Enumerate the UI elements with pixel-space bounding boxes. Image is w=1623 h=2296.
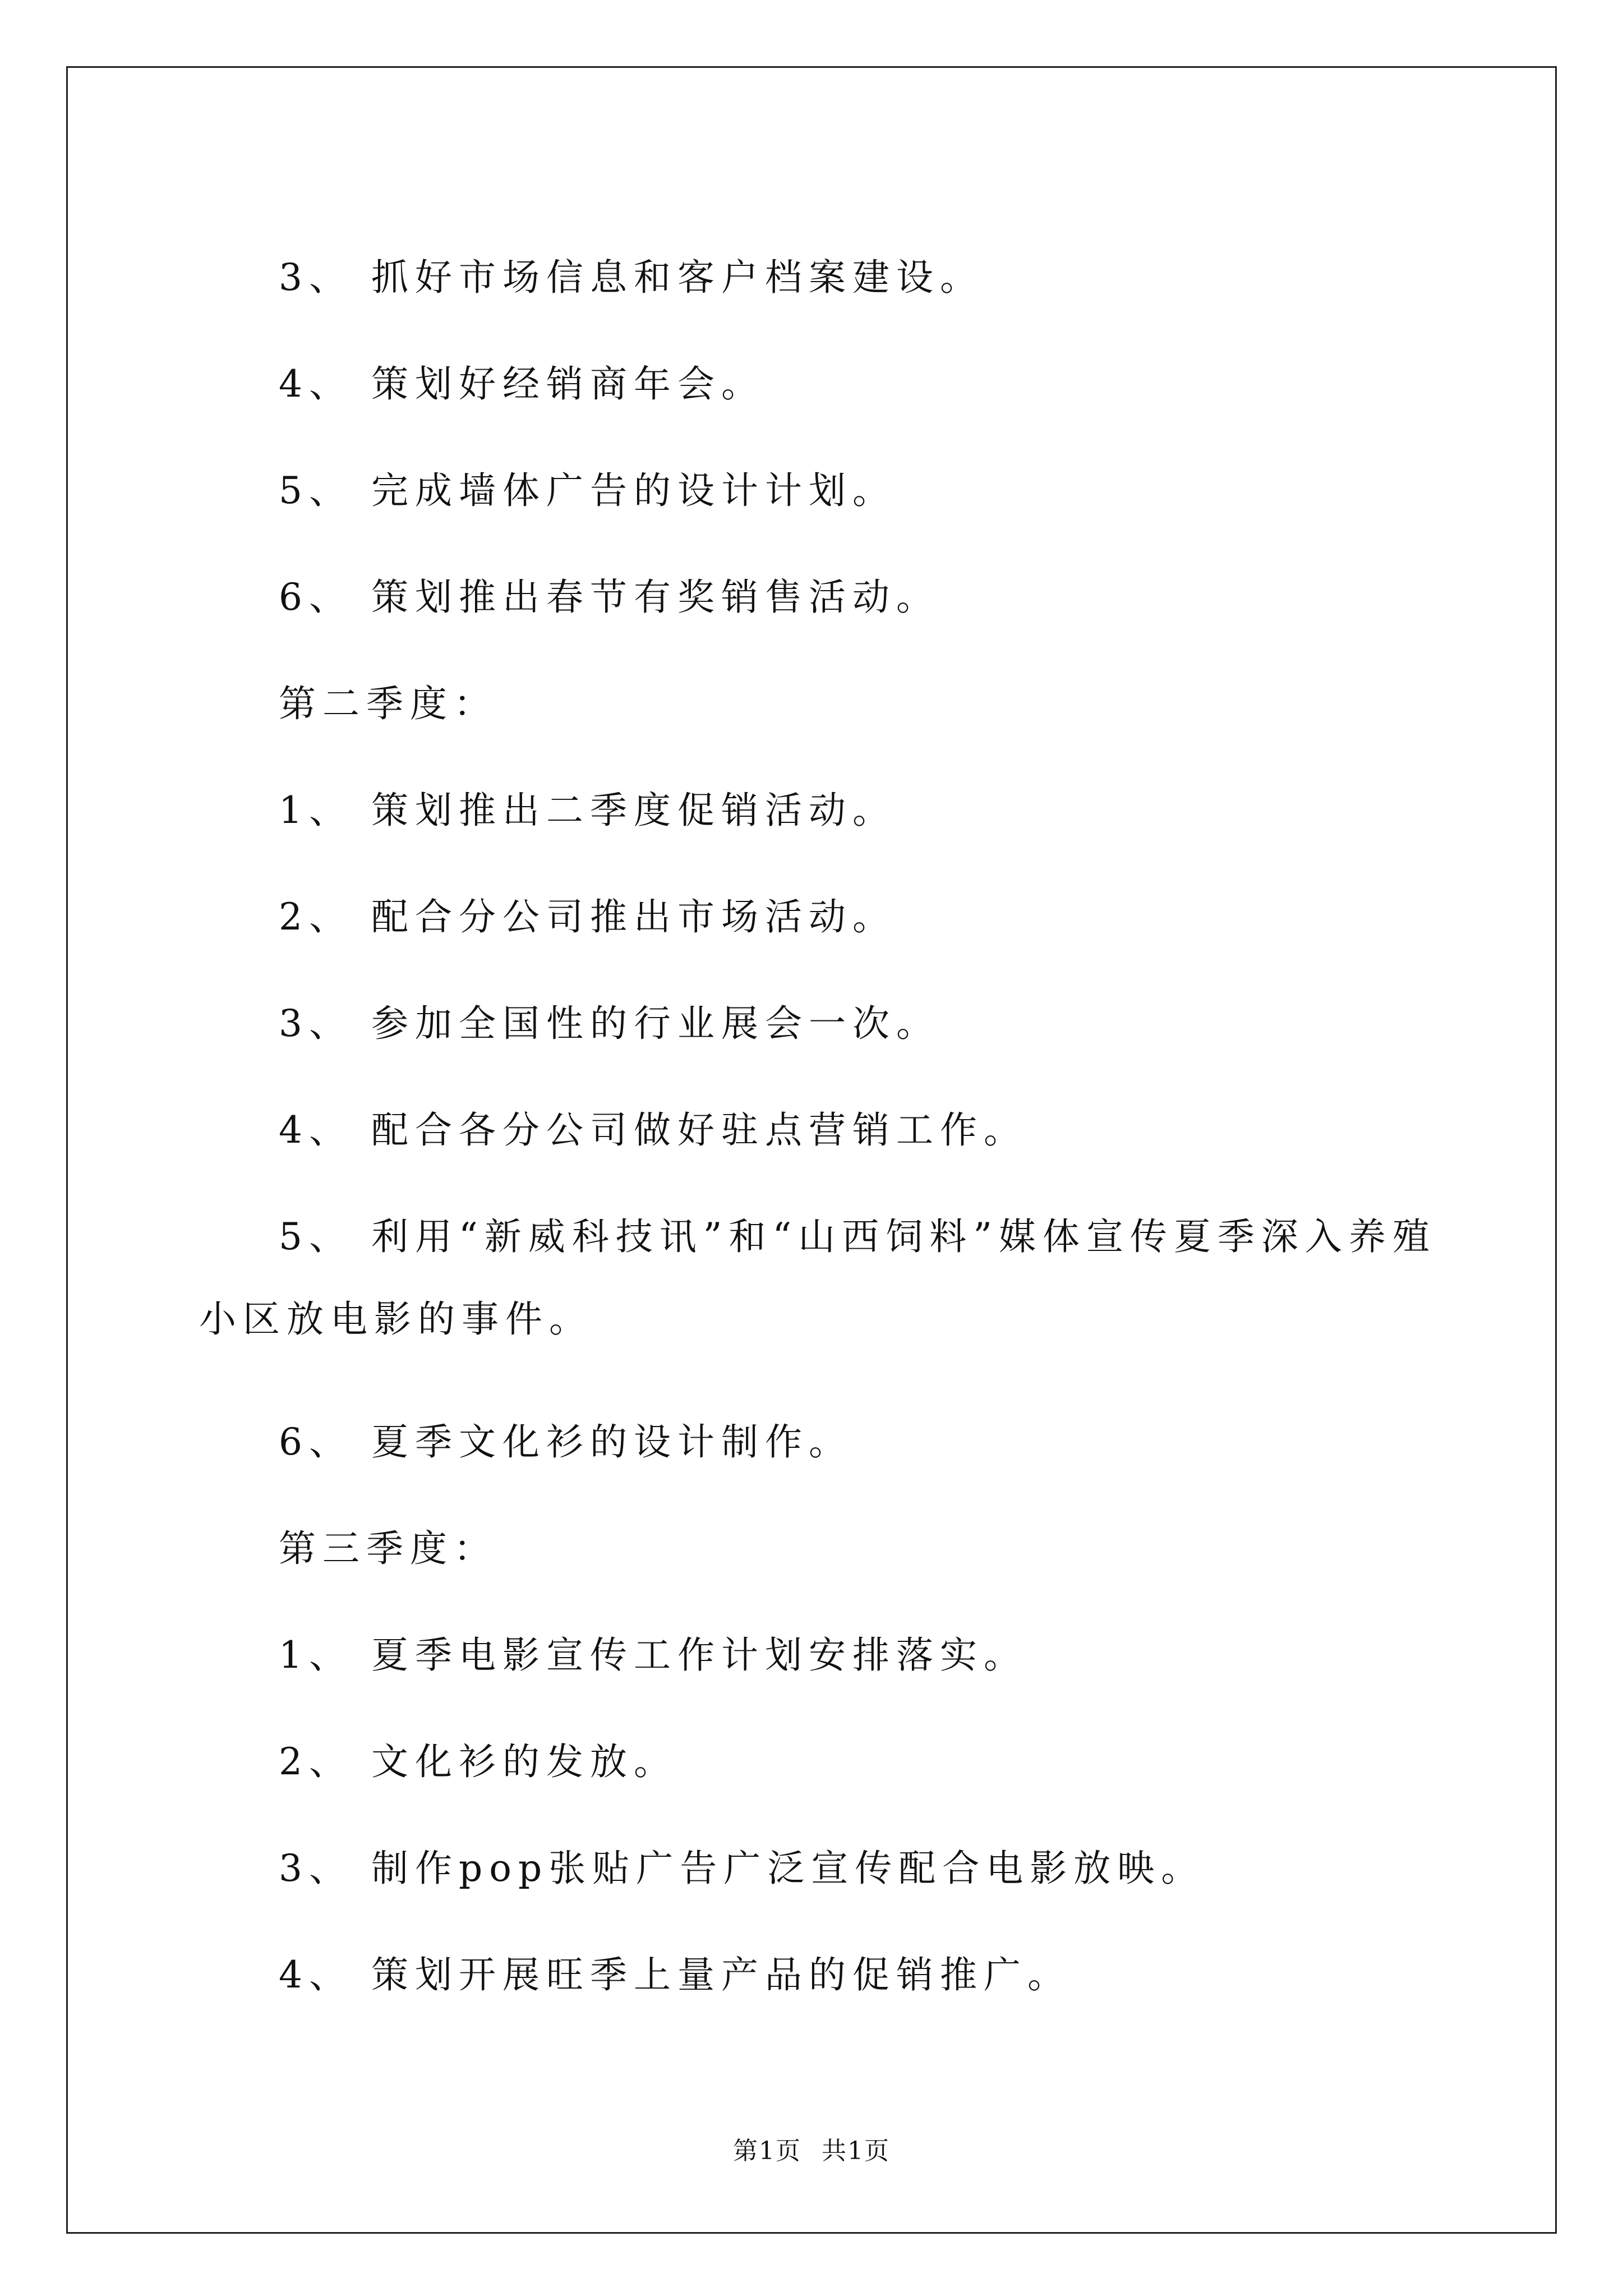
- section-heading: 第二季度：: [279, 682, 497, 725]
- page-number: 第1页: [733, 2137, 801, 2165]
- list-item: 1、 夏季电影宣传工作计划安排落实。: [279, 1634, 1027, 1677]
- list-item: 4、 策划好经销商年会。: [279, 362, 765, 406]
- document-body-continued: [199, 1389, 1433, 2028]
- document-body: [199, 224, 1436, 1290]
- list-item: 6、 策划推出春节有奖销售活动。: [279, 576, 940, 619]
- list-item: 4、 策划开展旺季上量产品的促销推广。: [279, 1953, 1071, 1996]
- list-item: 5、 完成墙体广告的设计计划。: [279, 469, 896, 512]
- list-item-continuation: 小区放电影的事件。: [199, 1297, 593, 1341]
- list-item: 1、 策划推出二季度促销活动。: [279, 789, 896, 832]
- section-heading: 第三季度：: [279, 1527, 497, 1570]
- list-item: 2、 文化衫的发放。: [279, 1740, 677, 1783]
- list-item: 3、 参加全国性的行业展会一次。: [279, 1002, 940, 1045]
- list-item: 6、 夏季文化衫的设计制作。: [279, 1420, 852, 1464]
- list-item: 2、 配合分公司推出市场活动。: [279, 895, 896, 938]
- list-item: 5、 利用“新威科技讯”和“山西饲料”媒体宣传夏季深入养殖: [279, 1215, 1436, 1258]
- page-footer: [0, 2131, 1623, 2166]
- list-item: 3、 抓好市场信息和客户档案建设。: [279, 256, 984, 299]
- page-total: 共1页: [822, 2137, 890, 2165]
- list-item: 3、 制作pop张贴广告广泛宣传配合电影放映。: [279, 1847, 1205, 1890]
- list-item: 4、 配合各分公司做好驻点营销工作。: [279, 1108, 1027, 1152]
